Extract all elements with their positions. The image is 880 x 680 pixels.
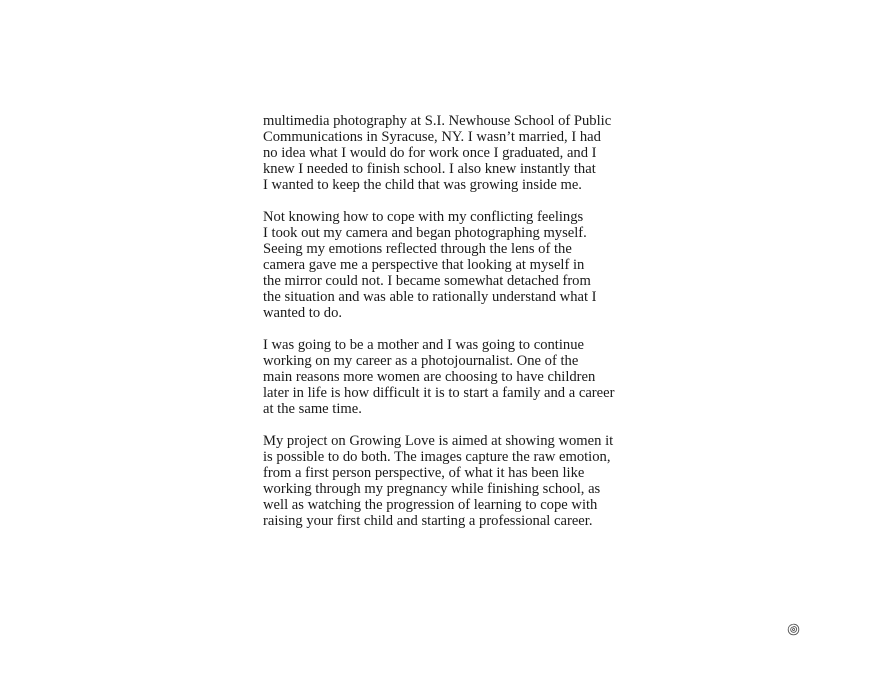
text-line: no idea what I would do for work once I graduated, and I [263, 145, 597, 161]
text-line: wanted to do. [263, 305, 343, 321]
text-line: the mirror could not. I became somewhat detached from [263, 273, 591, 289]
text-line: the situation and was able to rationally understand what I [263, 289, 597, 305]
text-line: camera gave me a perspective that looking at myself in [263, 257, 585, 273]
text-line: is possible to do both. The images capture the raw emotion, [263, 449, 611, 465]
paragraph-2 [263, 209, 633, 321]
paragraph-1 [263, 113, 633, 193]
paragraph-4 [263, 433, 633, 529]
text-line: Not knowing how to cope with my conflicting feelings [263, 209, 584, 225]
text-line: working through my pregnancy while finishing school, as [263, 481, 601, 497]
body-text [263, 113, 633, 545]
text-line: multimedia photography at S.I. Newhouse School of Public [263, 113, 612, 129]
text-line: I took out my camera and began photographing myself. [263, 225, 587, 241]
text-line: from a first person perspective, of what it has been like [263, 465, 585, 481]
paragraph-3 [263, 337, 633, 417]
text-line: at the same time. [263, 401, 362, 417]
text-line: knew I needed to finish school. I also knew instantly that [263, 161, 596, 177]
text-line: main reasons more women are choosing to have children [263, 369, 596, 385]
text-line: well as watching the progression of learning to cope with [263, 497, 598, 513]
spiral-mark-icon [787, 623, 800, 636]
text-line: My project on Growing Love is aimed at showing women it [263, 433, 614, 449]
text-line: Seeing my emotions reflected through the lens of the [263, 241, 572, 257]
text-line: working on my career as a photojournalist. One of the [263, 353, 579, 369]
text-line: I wanted to keep the child that was growing inside me. [263, 177, 582, 193]
text-line: I was going to be a mother and I was going to continue [263, 337, 584, 353]
text-line: later in life is how difficult it is to start a family and a career [263, 385, 615, 401]
text-line: raising your first child and starting a professional career. [263, 513, 593, 529]
text-line: Communications in Syracuse, NY. I wasn’t married, I had [263, 129, 601, 145]
